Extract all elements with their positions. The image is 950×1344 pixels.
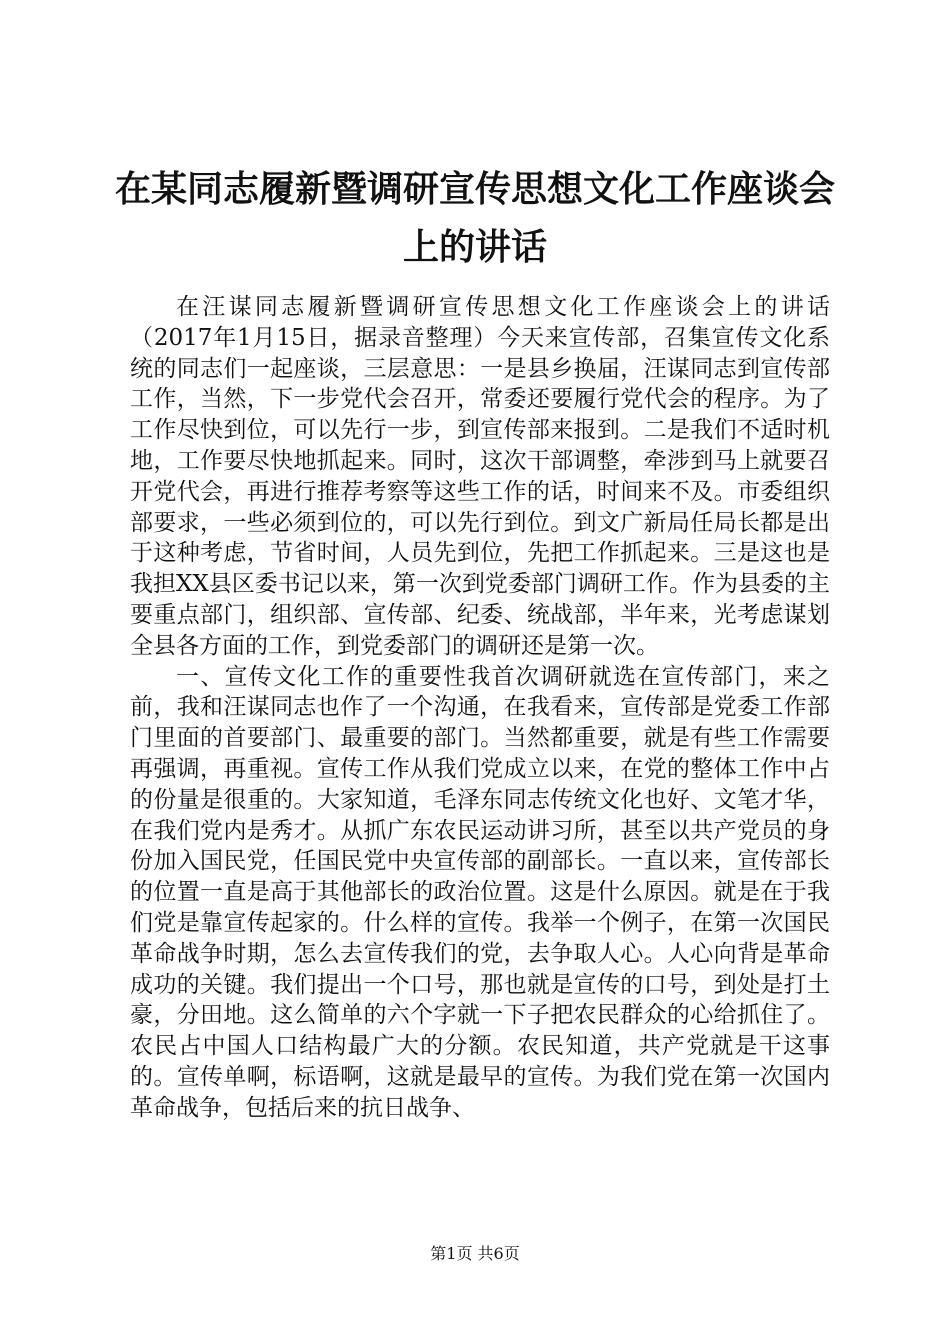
document-title: 在某同志履新暨调研宣传思想文化工作座谈会上的讲话 — [114, 168, 835, 268]
page-footer: 第1页 共6页 — [430, 1244, 520, 1263]
paragraph-section-one: 一、宣传文化工作的重要性我首次调研就选在宣传部门，来之前，我和汪谋同志也作了一个沟通，在我看来，宣传部是党委工作部门里面的首要部门、最重要的部门。当然都重要，就是有些工作需要再强调，再重视。宣传工作从我们党成立以来，在党的整体工作中占的份量是很重的。大家知道，毛泽东同志传统文化也好、文笔才华，在我们党内是秀才。从抓广东农民运动讲习所，甚至以共产党员的身份加入国民党，任国民党中央宣传部的副部长。一直以来，宣传部长的位置一直是高于其他部长的政治位置。这是什么原因。就是在于我们党是靠宣传起家的。什么样的宣传。我举一个例子，在第一次国民革命战争时期，怎么去宣传我们的党，去争取人心。人心向背是革命成功的关键。我们提出一个口号，那也就是宣传的口号，到处是打土豪，分田地。这么简单的六个字就一下子把农民群众的心给抓住了。农民占中国人口结构最广大的分额。农民知道，共产党就是干这事的。宣传单啊，标语啊，这就是最早的宣传。为我们党在第一次国内革命战争，包括后来的抗日战争、 — [130, 663, 830, 1121]
paragraph-intro: 在汪谋同志履新暨调研宣传思想文化工作座谈会上的讲话（2017年1月15日，据录音整理）今天来宣传部，召集宣传文化系统的同志们一起座谈，三层意思：一是县乡换届，汪谋同志到宣传部工作，当然，下一步党代会召开，常委还要履行党代会的程序。为了工作尽快到位，可以先行一步，到宣传部来报到。二是我们不适时机地，工作要尽快地抓起来。同时，这次干部调整，牵涉到马上就要召开党代会，再进行推荐考察等这些工作的话，时间来不及。市委组织部要求，一些必须到位的，可以先行到位。到文广新局任局长都是出于这种考虑，节省时间，人员先到位，先把工作抓起来。三是这也是我担XX县区委书记以来，第一次到党委部门调研工作。作为县委的主要重点部门，组织部、宣传部、纪委、统战部，半年来，光考虑谋划全县各方面的工作，到党委部门的调研还是第一次。 — [130, 294, 830, 659]
document-body — [130, 292, 830, 1124]
